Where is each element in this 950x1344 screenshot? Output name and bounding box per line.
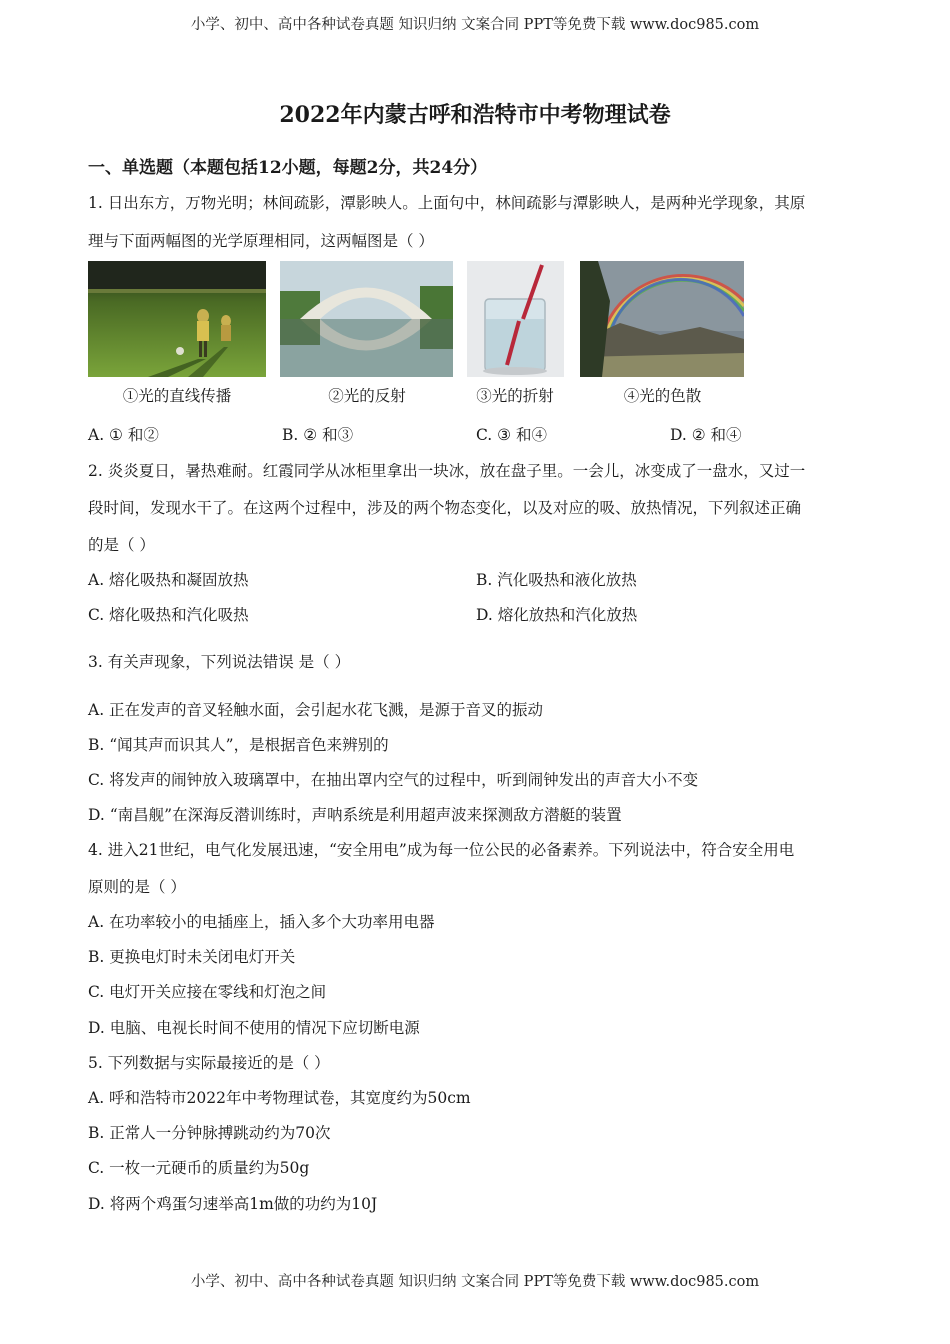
- section-heading: 一、单选题（本题包括12小题，每题2分，共24分）: [88, 158, 488, 178]
- photo-pencil-in-glass: [467, 261, 564, 377]
- caption-refraction: ③光的折射: [476, 387, 554, 405]
- q2-option-b: B. 汽化吸热和液化放热: [476, 571, 637, 589]
- q1-option-a: A. ① 和②: [88, 426, 159, 444]
- photo-bridge-reflection: [280, 261, 453, 377]
- q5-option-a: A. 呼和浩特市2022年中考物理试卷，其宽度约为50cm: [88, 1089, 471, 1107]
- q2-option-d: D. 熔化放热和汽化放热: [476, 606, 638, 624]
- caption-straight-line: ①光的直线传播: [122, 387, 232, 405]
- q4-option-d: D. 电脑、电视长时间不使用的情况下应切断电源: [88, 1019, 420, 1037]
- q2-option-c: C. 熔化吸热和汽化吸热: [88, 606, 249, 624]
- q2-text-line1: 2. 炎炎夏日，暑热难耐。红霞同学从冰柜里拿出一块冰，放在盘子里。一会儿，冰变成了一盘水，又过一: [88, 462, 806, 480]
- photo-rainbow: [580, 261, 744, 377]
- q1-text-line1: 1. 日出东方，万物光明；林间疏影，潭影映人。上面句中，林间疏影与潭影映人，是两种光学现象，其原: [88, 194, 806, 212]
- q2-text-line2: 段时间，发现水干了。在这两个过程中，涉及的两个物态变化，以及对应的吸、放热情况，下列叙述正确: [88, 499, 802, 517]
- q3-option-a: A. 正在发声的音叉轻触水面，会引起水花飞溅，是源于音叉的振动: [88, 701, 544, 719]
- q5-option-c: C. 一枚一元硬币的质量约为50g: [88, 1159, 310, 1177]
- q1-option-d: D. ② 和④: [670, 426, 742, 444]
- q4-text-line2: 原则的是（ ）: [88, 878, 186, 896]
- photo-shadows-on-field: [88, 261, 266, 377]
- page-title: 2022年内蒙古呼和浩特市中考物理试卷: [279, 102, 671, 128]
- page-footer: 小学、初中、高中各种试卷真题 知识归纳 文案合同 PPT等免费下载 www.doc985.com: [190, 1274, 760, 1290]
- q4-option-a: A. 在功率较小的电插座上，插入多个大功率用电器: [88, 913, 435, 931]
- q3-option-c: C. 将发声的闹钟放入玻璃罩中，在抽出罩内空气的过程中，听到闹钟发出的声音大小不变: [88, 771, 699, 789]
- q4-option-c: C. 电灯开关应接在零线和灯泡之间: [88, 983, 327, 1001]
- q4-text-line1: 4. 进入21世纪，电气化发展迅速，“安全用电”成为每一位公民的必备素养。下列说法中，符合安全用电: [88, 841, 795, 859]
- q2-text-line3: 的是（ ）: [88, 536, 155, 554]
- q5-text-line1: 5. 下列数据与实际最接近的是（ ）: [88, 1054, 330, 1072]
- q1-option-c: C. ③ 和④: [476, 426, 547, 444]
- q5-option-d: D. 将两个鸡蛋匀速举高1m做的功约为10J: [88, 1195, 378, 1213]
- q3-text-line1: 3. 有关声现象，下列说法错误 是（ ）: [88, 653, 351, 671]
- q3-option-b: B. “闻其声而识其人”，是根据音色来辨别的: [88, 736, 389, 754]
- q2-option-a: A. 熔化吸热和凝固放热: [88, 571, 249, 589]
- q1-option-b: B. ② 和③: [282, 426, 354, 444]
- caption-reflection: ②光的反射: [328, 387, 406, 405]
- q3-option-d: D. “南昌舰”在深海反潜训练时，声呐系统是利用超声波来探测敌方潜艇的装置: [88, 806, 622, 824]
- caption-dispersion: ④光的色散: [623, 387, 702, 405]
- page-header: 小学、初中、高中各种试卷真题 知识归纳 文案合同 PPT等免费下载 www.doc985.com: [190, 17, 760, 33]
- q5-option-b: B. 正常人一分钟脉搏跳动约为70次: [88, 1124, 331, 1142]
- q1-text-line2: 理与下面两幅图的光学原理相同，这两幅图是（ ）: [88, 232, 434, 250]
- q4-option-b: B. 更换电灯时未关闭电灯开关: [88, 948, 296, 966]
